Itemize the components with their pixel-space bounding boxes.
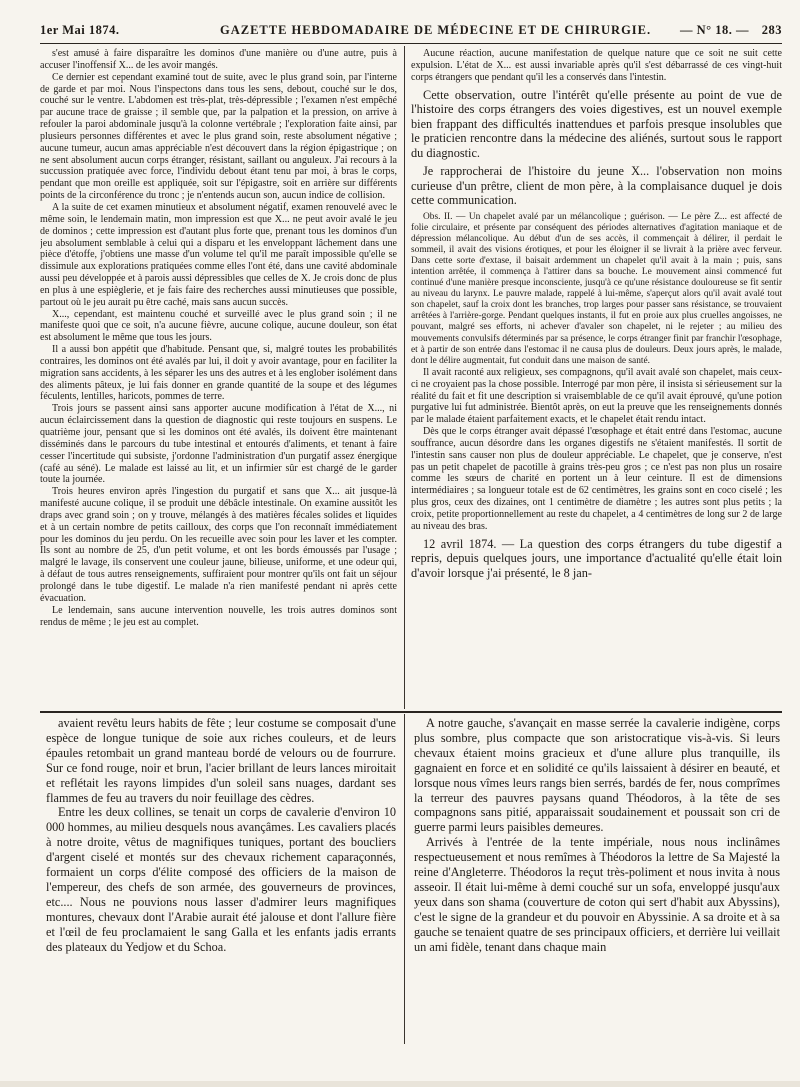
paragraph: A la suite de cet examen minutieux et absolument négatif, examen renouvelé avec le même soin, le lendemain matin, mon impression est que X... ne peut avoir avalé le jeu de dominos ; cette impression est d'autant plus forte que, prenant tous les dominos d'un jeu absolument semblable à celui qui a disparu et les enveloppant lâchement dans une pièce d'étoffe, j'obtiens une masse d'un volume tel qu'il me paraît impossible qu'elle se dissimule aux explorations pratiquées comme elles l'ont été, dans une cavité abdominale aussi peu développée et à parois aussi dépressibles que celles de X. Je crois donc de plus en plus à une espièglerie, et je fais faire des recherches aussi minutieuses que possible, partout où le jeu aurait pu être caché, mais sans aucun succès. — [40, 201, 397, 308]
feuilleton-column-left — [46, 716, 396, 1042]
paragraph: Dès que le corps étranger avait dépassé l'œsophage et était entré dans l'estomac, aucune souffrance, aucun désordre dans les organes digestifs ne s'étaient manifestés. Il sortit de l'intestin sans causer non plus de douleur appréciable. Le chapelet, que je conserve, n'est pas un petit chapelet de pacotille à grains très-peu gros ; ce n'est pas non plus un rosaire comme les sœurs de charité en portent un à leur ceinture. Il est de dimensions intermédiaires ; sa longueur totale est de 62 centimètres, les grains sont en coco ciselé ; les plus gros, ceux des dizaines, ont 1 centimètre de diamètre ; les autres sont plus petits ; la croix, petite proportionnellement au reste du chapelet, a 4 centimètres de long sur 2 de large au niveau des bras. — [411, 426, 782, 532]
paragraph: Aucune réaction, aucune manifestation de quelque nature que ce soit ne suit cette expulsion. L'état de X... est aussi invariable après qu'il s'est débarrassé de ces vingt-huit corps étrangers que pendant qu'il les a conservés dans l'intestin. — [411, 48, 782, 83]
paragraph: Je rapprocherai de l'histoire du jeune X... l'observation non moins curieuse d'un prêtre, client de mon père, à la complaisance duquel je dois cette communication. — [411, 164, 782, 208]
paragraph: s'est amusé à faire disparaître les dominos d'une manière ou d'une autre, puis à accuser l'inoffensif X... de les avoir mangés. — [40, 48, 397, 71]
header-date: 1er Mai 1874. — [40, 23, 120, 37]
paragraph: Le lendemain, sans aucune intervention nouvelle, les trois autres dominos sont rendus de même ; le jeu est au complet. — [40, 604, 397, 628]
article-column-right — [411, 48, 782, 705]
page-bottom-edge — [0, 1081, 800, 1087]
header-journal-title: GAZETTE HEBDOMADAIRE DE MÉDECINE ET DE CHIRURGIE. — [220, 23, 652, 37]
paragraph: Arrivés à l'entrée de la tente impériale, nous nous inclinâmes respectueusement et nous remîmes à Théodoros la lettre de Sa Majesté la reine d'Angleterre. Théodoros la reçut très-poliment et nous invita à nous asseoir. Il était lui-même à demi couché sur un sofa, enveloppé jusqu'aux yeux dans son shama (couverture de coton qui sert d'habit aux Abyssins), c'est le signe de la grandeur et du pouvoir en Abyssinie. A sa droite et à sa gauche se tenaient quatre de ses principaux officiers, et derrière lui veillait un ami fidèle, tenant dans chaque main — [414, 835, 780, 954]
article-column-left — [40, 48, 397, 705]
paragraph: X..., cependant, est maintenu couché et surveillé avec le plus grand soin ; il ne manifeste quoi que ce soit, n'a aucune fièvre, aucune colique, aucune douleur, son état est absolument le même que tous les jours. — [40, 308, 397, 344]
running-header — [40, 23, 782, 43]
paragraph: Ce dernier est cependant examiné tout de suite, avec le plus grand soin, par l'interne de garde et par moi. Nous l'inspectons dans tous les sens, debout, couché sur le dos, couché sur le ventre. L'abdomen est très-plat, très-dépressible ; l'examen n'est empêché par aucune trace de graisse ; il semble que, par la palpation et la pression, on arrive à refouler la paroi abdominale jusqu'à la colonne vertébrale ; l'exploration faite ainsi, par plusieurs personnes différentes et avec le plus grand soin, reste absolument négative ; aucune tumeur, aucun amas appréciable n'est découvert dans la région épigastrique ; on ne sent absolument aucun corps étranger, résistant, saillant ou anguleux. J'ai recours à la succussion pratiquée avec force, l'individu debout étant tenu par moi, à bras le corps, pendant que mon oreille est appliquée, soit sur l'épigastre, soit en arrière sur différents points de la circonférence du tronc ; je n'entends aucun son, aucun indice de collision. — [40, 71, 397, 202]
paragraph: Entre les deux collines, se tenait un corps de cavalerie d'environ 10 000 hommes, au milieu desquels nous avançâmes. Les cavaliers placés à notre droite, vêtus de magnifiques tuniques, portant des boucliers d'argent ciselé et montés sur des chevaux richement caparaçonnés, formaient un corps d'élite composé des officiers de la maison de l'empereur, des chefs de son armée, des gouverneurs de provinces, etc.... Nous ne pouvions nous lasser d'admirer leurs magnifiques montures, chevaux dont l'Arabie aurait été jalouse et dont l'allure fière et l'œil de feu proclamaient le sang Galla et les enfants jadis errants des plateaux du Yedjow et du Schoa. — [46, 805, 396, 954]
feuilleton-column-right — [414, 716, 780, 1042]
paragraph: Il a aussi bon appétit que d'habitude. Pensant que, si, malgré toutes les probabilités contraires, les dominos ont été avalés par lui, il doit y avoir avantage, pour en faciliter la migration sans accidents, à les séparer les uns des autres et à les englober isolément dans des aliments pâteux, je lui fais donner en grande quantité de la soupe et des légumes féculents, lentilles, haricots, pommes de terre. — [40, 344, 397, 403]
header-page-number: 283 — [761, 23, 782, 37]
header-rule — [40, 43, 782, 44]
column-divider-bottom — [404, 714, 405, 1044]
paragraph: 12 avril 1874. — La question des corps étrangers du tube digestif a repris, depuis quelques jours, une importance d'actualité qu'elle était loin d'avoir lorsque j'ai présenté, le 8 jan- — [411, 536, 782, 580]
paragraph: Il avait raconté aux religieux, ses compagnons, qu'il avait avalé son chapelet, mais ceux-ci ne croyaient pas la chose possible. Interrogé par mon père, il insista si sérieusement sur la réalité du fait et fit une description si vraisemblable de ce qu'il avait éprouvé, qu'une potion purgative lui fut administrée. Bientôt après, on eut la preuve que les renseignements donnés par le malade étaient parfaitement exacts, et le chapelet était rendu intact. — [411, 366, 782, 426]
feuilleton-separator — [40, 711, 782, 713]
header-issue-number: — N° 18. — — [680, 23, 750, 37]
paragraph: Obs. II. — Un chapelet avalé par un mélancolique ; guérison. — Le père Z... est affecté de folie circulaire, et présente par conséquent des périodes alternatives d'agitation maniaque et de dépression mélancolique. Au début d'un de ses accès, il commençait à délirer, il perdait le sommeil, il avait des visions érotiques, et pour les éloigner il se livrait à la prière avec ferveur. Dans cette sorte d'extase, il baisait ardemment un chapelet qu'il avait à la main ; puis, sans intention arrêtée, il commença à l'attirer dans sa bouche. Le mouvement ainsi commencé fut continué d'une manière presque inconsciente, jusqu'à ce qu'une résistance douloureuse se fit sentir au niveau du larynx. Le pauvre malade, rappelé à lui-même, s'aperçut alors qu'il avait avalé tout son chapelet, sauf la croix dont les branches, trop larges pour passer sans résistance, se trouvaient arrêtées à l'arrière-gorge. Pendant quelques instants, il fut en proie aux plus cruelles angoisses, ne pouvant, malgré ses efforts, ni achever d'avaler son chapelet, ni le rejeter ; au milieu des mouvements convulsifs déterminés par sa présence, le corps étranger finit par franchir l'œsophage, et à partir de son entrée dans l'estomac il ne causa plus de douleurs. Deux jours après, le malade, dont le délire augmentait, fut conduit dans une maison de santé. — [411, 211, 782, 366]
column-divider-top — [404, 46, 405, 709]
paragraph: Trois heures environ après l'ingestion du purgatif et sans que X... ait jusque-là manifesté aucune colique, il se produit une débâcle intestinale. On examine aussitôt les draps avec grand soin ; on y trouve, mélangés à des matières fécales solides et liquides et à un certain nombre de petits cailloux, des corps que l'on reconnaît immédiatement pour les dominos du jeu perdu. On les recueille avec soin pour les laver et les compter. Ils sont au nombre de 25, d'un petit volume, et ont les bords émoussés par l'usage ; malgré le lavage, ils conservent une couleur jaune, bilieuse, uniforme, et une odeur qui, à défaut de tous autres renseignements, suffiraient pour montrer qu'ils ont fait un séjour prolongé dans le tube digestif. Le malade n'a rien manifesté pendant ni après cette évacuation. — [40, 486, 397, 604]
paragraph: A notre gauche, s'avançait en masse serrée la cavalerie indigène, corps plus sombre, plus compacte que son aristocratique vis-à-vis. Si leurs chevaux étaient moins gracieux et d'une allure plus tranquille, ils gagnaient en force et en solidité ce qu'ils laissaient à désirer en beauté, et lorsque nous vîmes leurs rangs bien serrés, bardés de fer, nous comprîmes la terreur des pauvres paysans quand Théodoros, à la tête de ses compagnons sans pitié, apparaissait soudainement et poussait son cri de guerre parmi leurs paisibles demeures. — [414, 716, 780, 835]
paragraph: avaient revêtu leurs habits de fête ; leur costume se composait d'une espèce de longue tunique de soie aux riches couleurs, et de leurs épaules retombait un grand manteau bordé de velours ou de fourrure. Sur ce fond rouge, noir et brun, l'acier brillant de leurs lances miroitait et reflétait les rayons limpides d'un soleil sans nuages, dardant ses flammes de feu au travers du noir feuillage des cèdres. — [46, 716, 396, 805]
paragraph: Trois jours se passent ainsi sans apporter aucune modification à l'état de X..., ni aucun éclaircissement dans la question de diagnostic qui reste toujours en suspens. Le quatrième jour, pensant que si les dominos ont été avalés, ils doivent être maintenant disséminés dans le parcours du tube intestinal et entourés d'aliments, et tenant à faire cesser l'incertitude qui subsiste, j'ordonne l'administration d'un purgatif assez énergique (café au séné). Le malade est laissé au lit, et un infirmier sûr est chargé de le garder toute la journée. — [40, 403, 397, 486]
paragraph: Cette observation, outre l'intérêt qu'elle présente au point de vue de l'histoire des corps étrangers des voies digestives, est un nouvel exemple bien frappant des difficultés inattendues et parfois presque insolubles que le praticien rencontre dans la médecine des aliénés, surtout sous le rapport du diagnostic. — [411, 87, 782, 160]
